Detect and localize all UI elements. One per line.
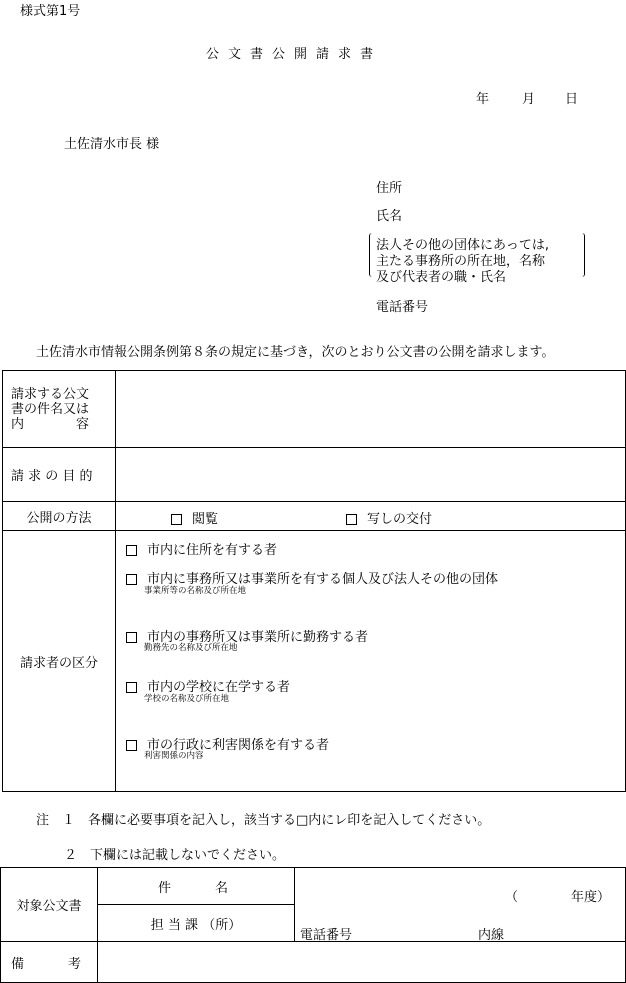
doc-label-cell [3,371,116,448]
checkbox-icon[interactable] [126,682,137,693]
category-sub-label: 勤務先の名称及び所在地 [144,643,238,653]
address-label: 住所 [376,181,403,196]
doc-label-line: 内 容 [11,417,90,432]
checkbox-icon[interactable] [171,514,182,525]
method-options [116,502,626,531]
office-phone-label: 電話番号 [300,928,353,943]
doc-label-line: 書の件名又は [11,402,90,417]
form-number: 様式第1号 [20,4,81,19]
method-option-view[interactable]: 閲覧 [171,508,218,527]
method-label: 公開の方法 [3,502,116,531]
checkbox-icon[interactable] [346,514,357,525]
date-year: 年 [476,92,490,107]
doc-label-line: 請求する公文 [11,387,90,402]
remarks-label: 備 考 [1,942,98,983]
subject-value-cell[interactable] [295,868,626,942]
checkbox-icon[interactable] [126,574,137,585]
category-sub-label: 事業所等の名称及び所在地 [144,586,247,596]
category-option[interactable]: 市内に事務所又は事業所を有する個人及び法人その他の団体 [126,568,498,587]
fiscal-year-label: 年度） [571,890,611,905]
note-1: 注 １ 各欄に必要事項を記入し，該当する□内にレ印を記入してください。 [36,813,491,828]
name-label: 氏名 [376,209,403,224]
page-title: 公文書公開請求書 [206,47,383,62]
category-option[interactable]: 市内の事務所又は事業所に勤務する者 [126,626,368,645]
checkbox-icon[interactable] [126,545,137,556]
category-options [116,531,626,792]
checkbox-icon[interactable] [126,632,137,643]
fiscal-open: （ [505,890,519,905]
category-option[interactable]: 市の行政に利害関係を有する者 [126,734,329,753]
checkbox-icon[interactable] [126,740,137,751]
subject-label: 件 名 [98,868,295,905]
target-label: 対象公文書 [1,868,98,942]
corp-note-line: 主たる事務所の所在地，名称 [376,254,546,269]
addressee: 土佐清水市長 様 [64,137,160,152]
purpose-label: 請 求 の 目 的 [3,448,116,502]
section-label: 担 当 課 （所） [98,905,295,942]
category-option[interactable]: 市内の学校に在学する者 [126,676,290,695]
request-table [2,370,626,792]
extension-label: 内線 [478,928,505,943]
phone-label: 電話番号 [376,300,429,315]
category-label: 請求者の区分 [3,531,116,792]
method-option-copy[interactable]: 写しの交付 [346,508,432,527]
corp-note-line: 及び代表者の職・氏名 [376,270,507,285]
office-table [0,867,626,983]
date-day: 日 [565,92,579,107]
note-2: ２ 下欄には記載しないでください。 [64,848,286,863]
corp-note-line: 法人その他の団体にあっては, [376,238,550,253]
doc-content-field[interactable] [116,371,626,448]
date-month: 月 [522,92,536,107]
category-sub-label: 利害関係の内容 [144,751,204,761]
category-sub-label: 学校の名称及び所在地 [144,694,230,704]
remarks-field[interactable] [98,942,626,983]
category-option[interactable]: 市内に住所を有する者 [126,539,277,558]
intro-text: 土佐清水市情報公開条例第８条の規定に基づき，次のとおり公文書の公開を請求します。 [36,345,555,360]
purpose-field[interactable] [116,448,626,502]
